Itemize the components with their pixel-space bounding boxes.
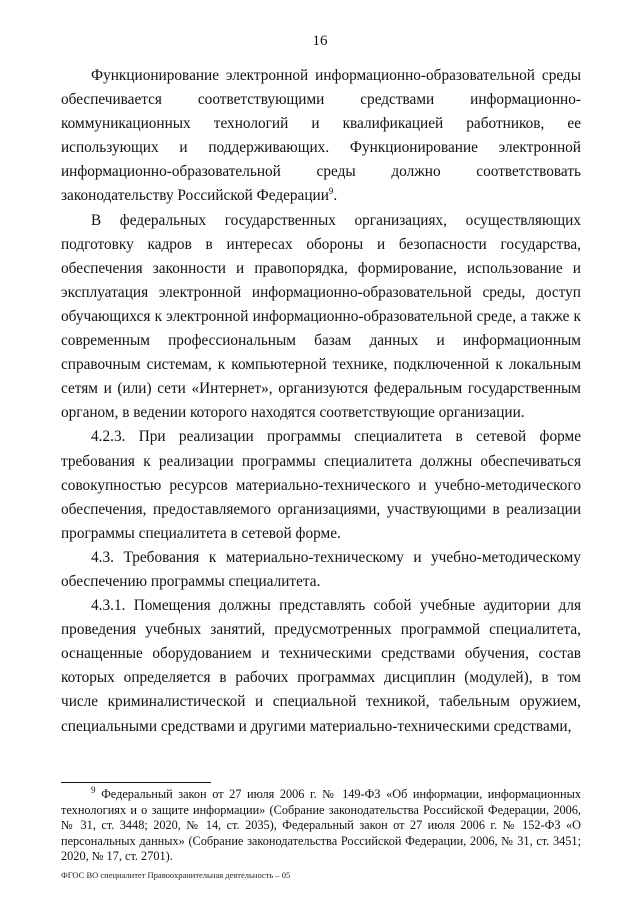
- paragraph-federal-organizations: В федеральных государственных организациях, осуществляющих подготовку кадров в интересах обороны и безопасности государства, обеспечения законности и правопорядка, формирование, использование и эксплуатация электронной информационно-образовательной среды, доступ обучающихся к электронной информационно-образовательной среде, а также к современным профессиональным базам данных и информационным справочным системам, к компьютерной технике, подключенной к локальным сетям и (или) сети «Интернет», организуются федеральным государственным органом, в ведении которого находятся соответствующие организации.: [61, 211, 581, 422]
- paragraph-eios-functioning: [61, 64, 581, 209]
- footnote: [61, 784, 581, 865]
- footnote-ref: 9: [328, 186, 334, 197]
- footnote-text: [61, 784, 581, 865]
- footnote-divider: [61, 782, 211, 783]
- footnote-body: Федеральный закон от 27 июля 2006 г. № 149-ФЗ «Об информации, информационных технологиях и о защите информации» (Собрание законодательства Российской Федерации, 2006, № 31, ст. 3448; 2020, № 14, ст. 2035), Федеральный закон от 27 июля 2006 г. № 152-ФЗ «О персональных данных» (Собрание законодательства Российской Федерации, 2006, № 31, ст. 3451; 2020, № 17, ст. 2701).: [61, 787, 581, 864]
- paragraph-4-3-1: 4.3.1. Помещения должны представлять собой учебные аудитории для проведения учебных занятий, предусмотренных программой специалитета, оснащенные оборудованием и техническими средствами обучения, состав которых определяется в рабочих программах дисциплин (модулей), в том числе криминалистической и специальной техникой, табельным оружием, специальными средствами и другими материально-техническими средствами,: [61, 597, 581, 735]
- footnote-number: 9: [91, 784, 96, 795]
- paragraph-4-2-3: 4.2.3. При реализации программы специалитета в сетевой форме требования к реализации программы специалитета должны обеспечиваться совокупностью ресурсов материально-технического и учебно-методического обеспечения, предоставляемого организациями, участвующими в реализации программы специалитета в сетевой форме.: [61, 428, 581, 542]
- paragraph-4-3: 4.3. Требования к материально-техническому и учебно-методическому обеспечению программы специалитета.: [61, 548, 581, 590]
- main-text: [61, 64, 581, 739]
- page-number: 16: [312, 33, 328, 49]
- paragraph-text: Функционирование электронной информационно-образовательной среды обеспечивается соответствующими средствами информационно-коммуникационных технологий и квалификацией работников, ее использующих и поддерживающих. Функционирование электронной информационно-образовательной среды должно соответствовать законодательству Российской Федерации: [61, 67, 581, 205]
- paragraph-tail: .: [333, 187, 338, 205]
- document-footer-code: ФГОС ВО специалитет Правоохранительная деятельность – 05: [61, 870, 291, 880]
